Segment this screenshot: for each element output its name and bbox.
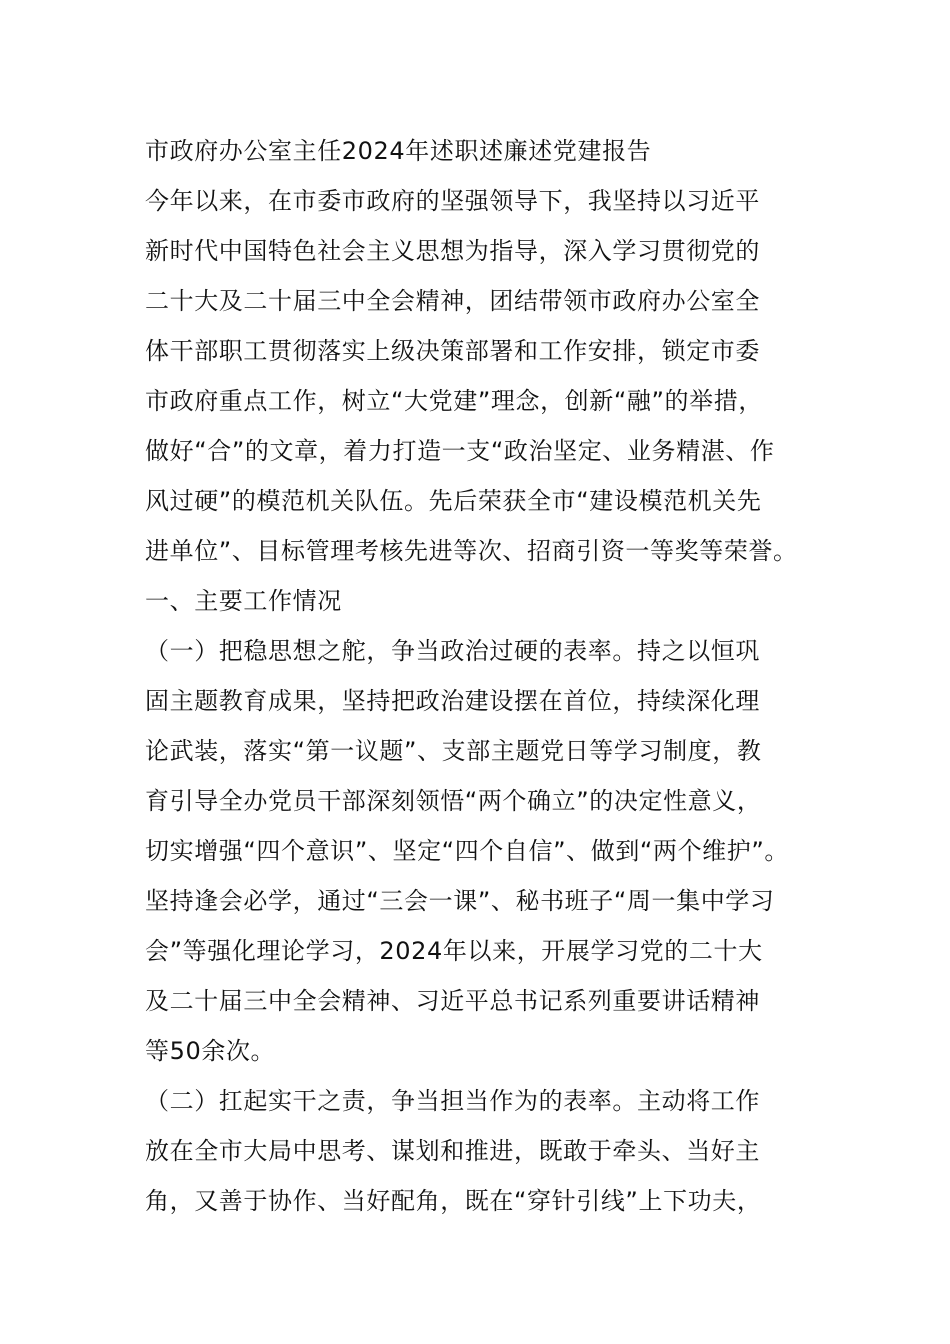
subsection-1-line: 固主题教育成果，坚持把政治建设摆在首位，持续深化理: [145, 687, 760, 715]
subsection-2-line: （二）扛起实干之责，争当担当作为的表率。主动将工作: [145, 1087, 760, 1115]
document-title: 市政府办公室主任2024年述职述廉述党建报告: [145, 137, 652, 165]
intro-line: 进单位”、目标管理考核先进等次、招商引资一等奖等荣誉。: [145, 537, 798, 565]
subsection-1-line: 论武装，落实“第一议题”、支部主题党日等学习制度，教: [145, 737, 762, 765]
intro-line: 今年以来，在市委市政府的坚强领导下，我坚持以习近平: [145, 187, 760, 215]
intro-line: 市政府重点工作，树立“大党建”理念，创新“融”的举措，: [145, 387, 763, 415]
section-heading: 一、主要工作情况: [145, 587, 342, 615]
intro-line: 做好“合”的文章，着力打造一支“政治坚定、业务精湛、作: [145, 437, 775, 465]
subsection-1-line: 及二十届三中全会精神、习近平总书记系列重要讲话精神: [145, 987, 760, 1015]
subsection-1-line: 切实增强“四个意识”、坚定“四个自信”、做到“两个维护”。: [145, 837, 789, 865]
intro-line: 风过硬”的模范机关队伍。先后荣获全市“建设模范机关先: [145, 487, 762, 515]
subsection-1-line: 坚持逢会必学，通过“三会一课”、秘书班子“周一集中学习: [145, 887, 775, 915]
subsection-1-line: 育引导全办党员干部深刻领悟“两个确立”的决定性意义，: [145, 787, 762, 815]
subsection-1-line: 等50余次。: [145, 1037, 276, 1065]
intro-paragraph: [145, 176, 810, 576]
subsection-1-paragraph: [145, 626, 810, 1076]
intro-line: 二十大及二十届三中全会精神，团结带领市政府办公室全: [145, 287, 760, 315]
intro-line: 新时代中国特色社会主义思想为指导，深入学习贯彻党的: [145, 237, 760, 265]
subsection-2-line: 角，又善于协作、当好配角，既在“穿针引线”上下功夫，: [145, 1187, 762, 1215]
intro-line: 体干部职工贯彻落实上级决策部署和工作安排，锁定市委: [145, 337, 760, 365]
subsection-1-line: 会”等强化理论学习，2024年以来，开展学习党的二十大: [145, 937, 763, 965]
document-body: [145, 126, 810, 1226]
subsection-1-line: （一）把稳思想之舵，争当政治过硬的表率。持之以恒巩: [145, 637, 760, 665]
subsection-2-paragraph: [145, 1076, 810, 1226]
subsection-2-line: 放在全市大局中思考、谋划和推进，既敢于牵头、当好主: [145, 1137, 760, 1165]
